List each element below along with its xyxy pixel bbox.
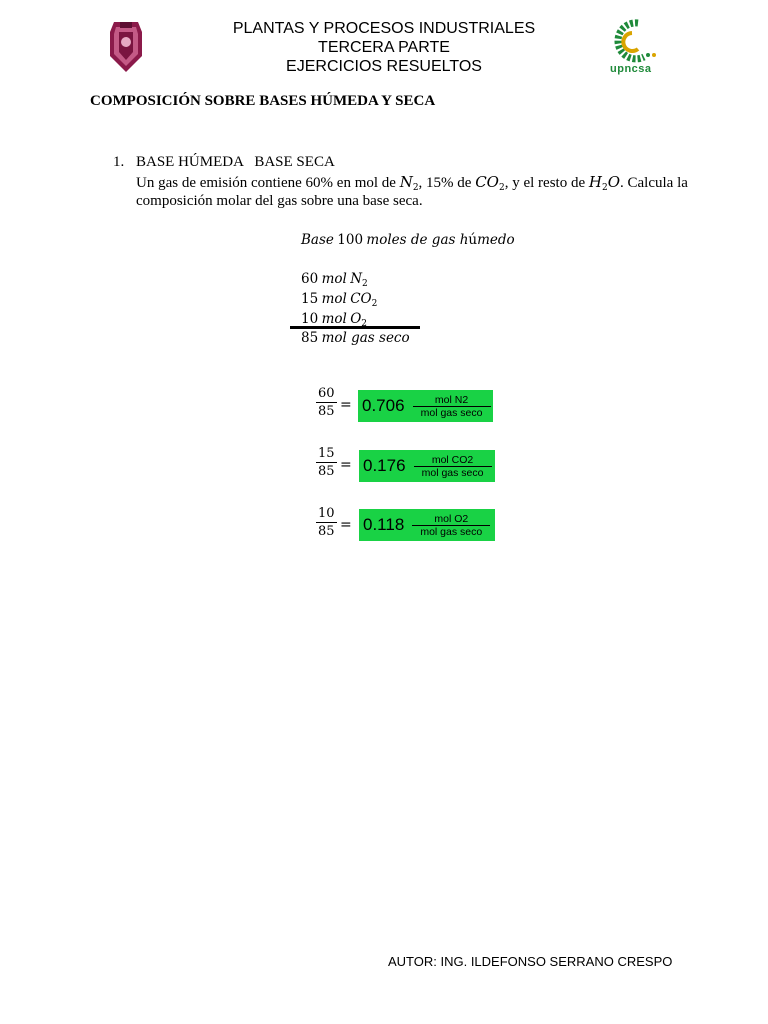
header-title-line2: TERCERA PARTE [318,39,450,56]
result-value: 0.706 [362,396,405,415]
unit-numerator: mol N2 [434,393,469,406]
fraction-co2: $\frac{15}{85}$ [318,446,335,479]
unit-denominator: mol gas seco [420,406,483,419]
upiicsa-logo-text: upncsa [610,63,652,75]
footer-author: AUTOR: ING. ILDEFONSO SERRANO CRESPO [388,954,673,969]
section-title: COMPOSICIÓN SOBRE BASES HÚMEDA Y SECA [90,93,436,109]
unit-denominator: mol gas seco [421,466,484,479]
result-box-o2 [359,509,495,541]
unit-numerator: mol CO2 [431,453,474,466]
basis-total: 85 mol gas seco [301,330,410,346]
header-title-line3: EJERCICIOS RESUELTOS [286,58,482,75]
header-title-line1: PLANTAS Y PROCESOS INDUSTRIALES [232,20,536,37]
result-value: 0.176 [363,456,406,475]
problem-number: 1. [113,154,125,170]
basis-item-o2: 10 mol $O_2$ [301,311,367,329]
equals-sign: = [340,457,352,473]
fraction-n2: $\frac{60}{85}$ [318,386,335,419]
equals-sign: = [340,397,352,413]
problem-text-line2: composición molar del gas sobre una base seca. [136,193,423,209]
result-value: 0.118 [363,515,405,534]
unit-denominator: mol gas seco [420,525,483,538]
problem-heading: BASE HÚMEDA BASE SECA [136,154,335,170]
fraction-o2: $\frac{10}{85}$ [318,506,335,539]
problem-text-line1: Un gas de emisión contiene 60% en mol de $N_2$, 15% de $CO_2$, y el resto de $H_2O$. Calcula la [136,173,688,193]
basis-item-co2: 15 mol $CO_2$ [301,291,378,309]
basis-title: Base 100 moles de gas húmedo [301,232,515,248]
basis-item-n2: 60 mol $N_2$ [301,271,368,289]
unit-numerator: mol O2 [434,512,469,525]
result-box-co2 [359,450,495,482]
equals-sign: = [340,517,352,533]
result-box-n2 [358,390,493,422]
